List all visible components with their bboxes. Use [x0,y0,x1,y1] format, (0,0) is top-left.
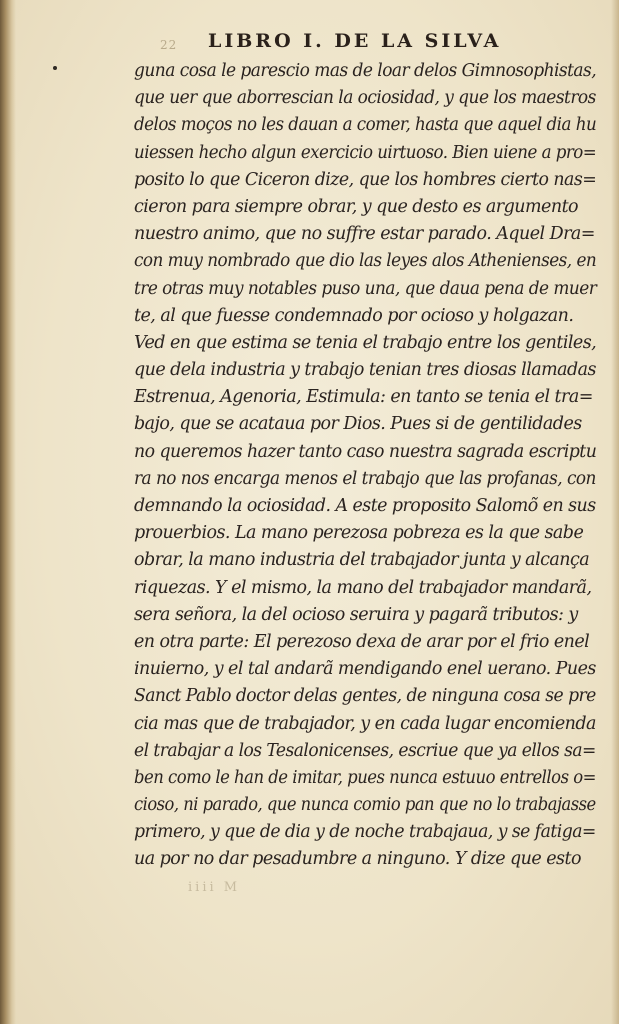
text-line: demnando la ociosidad. A este proposito Salomõ en sus [134,496,596,516]
text-line: te, al que fuesse condemnado por ocioso y holgazan. [134,305,574,326]
text-line: riquezas. Y el mismo, la mano del trabajador mandarã, [134,577,592,598]
text-line: nuestro animo, que no suffre estar parado. Aquel Dra= [134,224,595,245]
text-line: que dela industria y trabajo tenian tres diosas llamadas [134,360,596,381]
text-line: obrar, la mano industria del trabajador junta y alcança [134,550,590,571]
text-line: posito lo que Ciceron dize, que los hombres cierto nas= [134,169,597,190]
text-line: que uer que aborrescian la ociosidad, y que los maestros [134,88,596,109]
page-gutter-shadow [0,0,16,1024]
text-line: Ved en que estima se tenia el trabajo entre los gentiles, [134,332,597,353]
margin-dot [53,66,57,70]
signature-mark: iiii M [188,880,241,895]
text-line: tre otras muy notables puso una, que daua pena de muer [134,278,597,299]
text-line: ua por no dar pesadumbre a ninguno. Y dize que esto [134,849,581,870]
text-line: cia mas que de trabajador, y en cada lugar encomienda [134,713,596,734]
running-title: LIBRO I. DE LA SILVA [208,30,502,52]
text-line: en otra parte: El perezoso dexa de arar por el frio enel [134,631,590,652]
folio-number: 22 [160,38,178,52]
text-line: Sanct Pablo doctor delas gentes, de ninguna cosa se pre [134,686,596,707]
text-line: uiessen hecho algun exercicio uirtuoso. Bien uiene a pro= [134,142,597,163]
page-edge-shadow [611,0,619,1024]
text-line: el trabajar a los Tesalonicenses, escriue que ya ellos sa= [134,740,596,761]
text-line: ra no nos encarga menos el trabajo que las profanas, con [134,468,596,489]
text-line: prouerbios. La mano perezosa pobreza es la que sabe [134,523,584,544]
body-text [134,58,596,874]
text-line: primero, y que de dia y de noche trabajaua, y se fatiga= [134,822,596,843]
text-line: sera señora, la del ocioso seruira y pagarã tributos: y [134,604,578,625]
text-line: cioso, ni parado, que nunca comio pan que no lo trabajasse [134,795,596,816]
text-line: cieron para siempre obrar, y que desto es argumento [134,196,579,217]
text-line: bajo, que se acataua por Dios. Pues si de gentilidades [134,414,582,435]
text-line: no queremos hazer tanto caso nuestra sagrada escriptu [134,441,597,462]
page-header [160,30,540,56]
text-line: ben como le han de imitar, pues nunca estuuo entrellos o= [134,767,596,788]
text-line: guna cosa le parescio mas de loar delos Gimnosophistas, [134,61,597,81]
text-line: con muy nombrado que dio las leyes alos Athenienses, en [134,251,597,272]
text-line: Estrenua, Agenoria, Estimula: en tanto se tenia el tra= [134,387,593,408]
text-line: delos moços no les dauan a comer, hasta que aquel dia hu [134,115,597,136]
text-line: inuierno, y el tal andarã mendigando enel uerano. Pues [134,659,596,680]
